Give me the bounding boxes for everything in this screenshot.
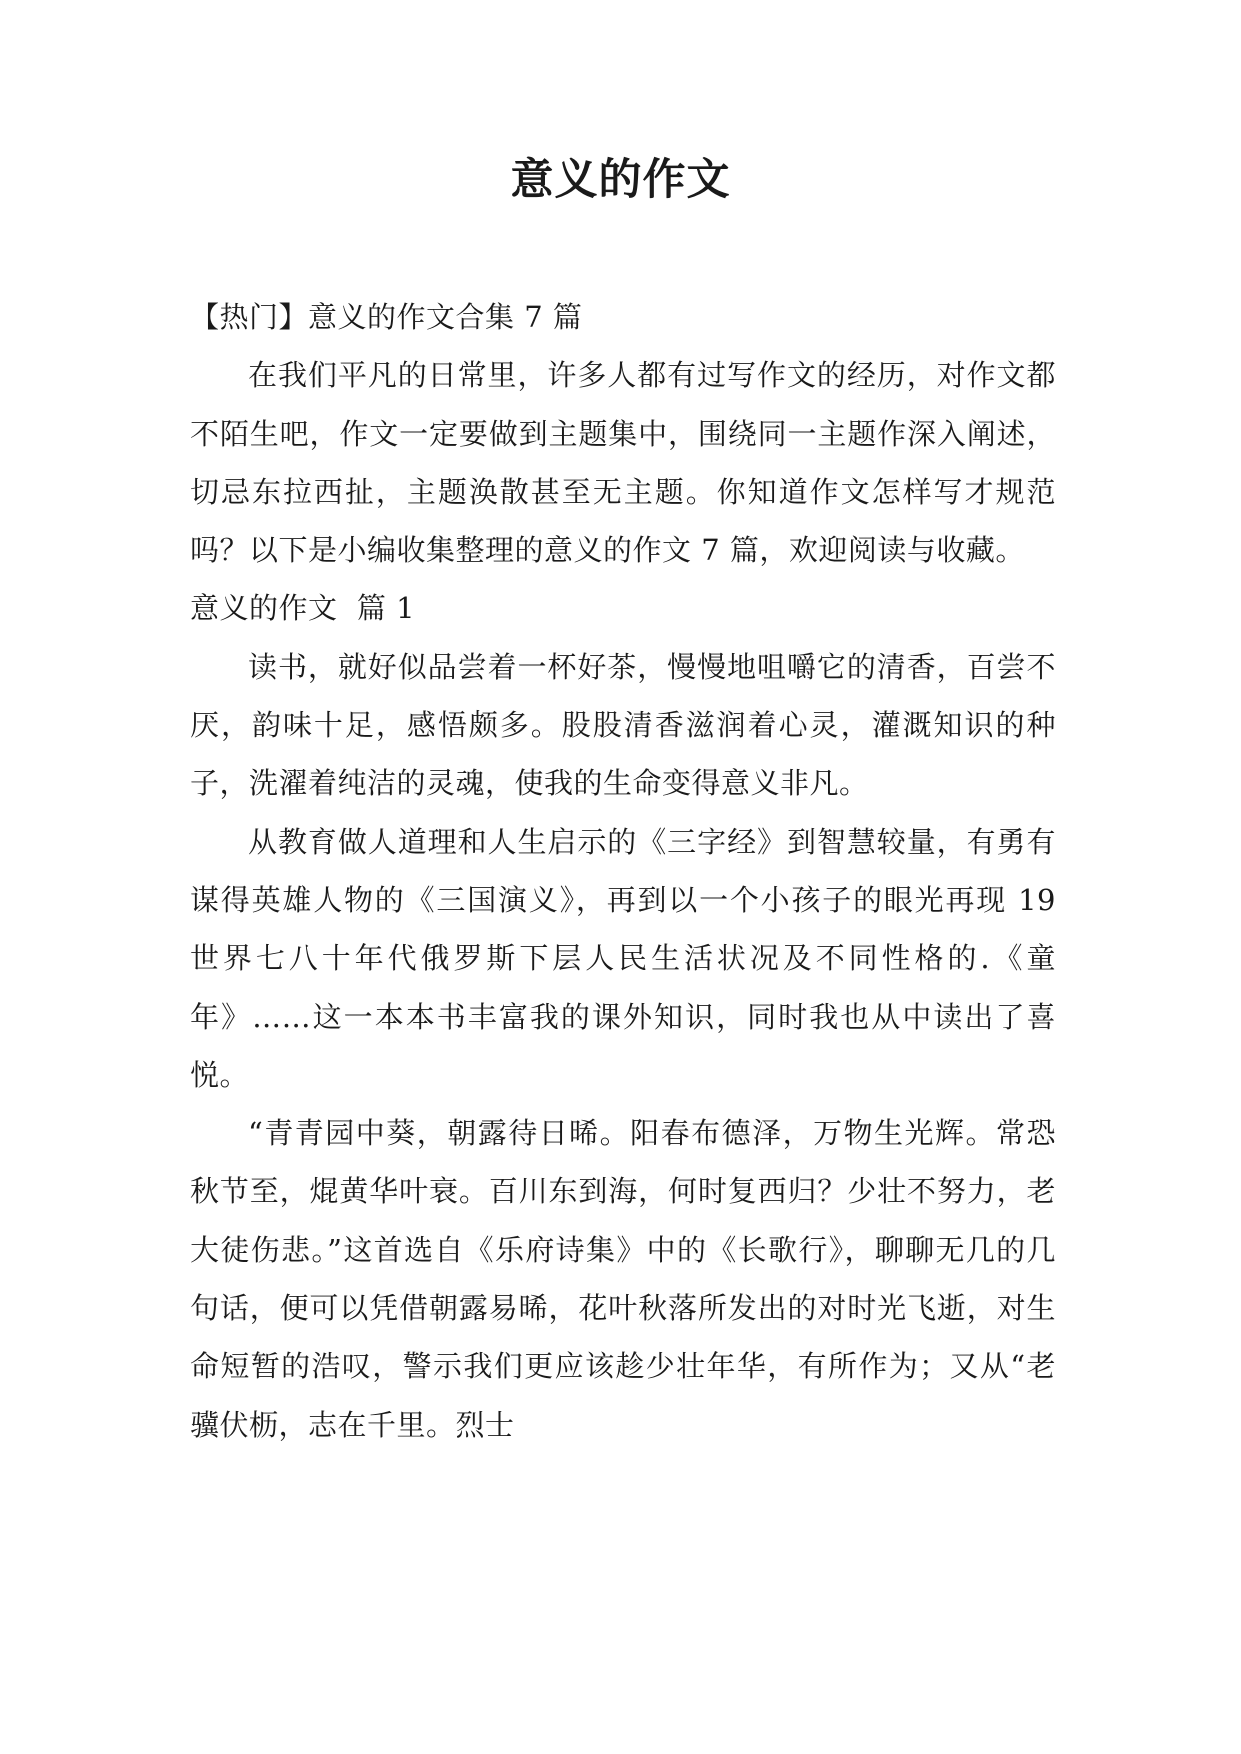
document-body xyxy=(190,288,1056,1454)
body-paragraph: 从教育做人道理和人生启示的《三字经》到智慧较量，有勇有谋得英雄人物的《三国演义》，再到以一个小孩子的眼光再现 19 世界七八十年代俄罗斯下层人民生活状况及不同性格的.《童年》……这一本本书丰富我的课外知识，同时我也从中读出了喜悦。 xyxy=(190,824,1056,1092)
intro-paragraph: 在我们平凡的日常里，许多人都有过写作文的经历，对作文都不陌生吧，作文一定要做到主题集中，围绕同一主题作深入阐述，切忌东拉西扯，主题涣散甚至无主题。你知道作文怎样写才规范吗？以下是小编收集整理的意义的作文 7 篇，欢迎阅读与收藏。 xyxy=(190,358,1056,568)
document-subtitle: 【热门】意义的作文合集 7 篇 xyxy=(190,300,583,334)
section-heading: 意义的作文 篇 1 xyxy=(190,591,416,626)
body-paragraph: 读书，就好似品尝着一杯好茶，慢慢地咀嚼它的清香，百尝不厌，韵味十足，感悟颇多。股股清香滋润着心灵，灌溉知识的种子，洗濯着纯洁的灵魂，使我的生命变得意义非凡。 xyxy=(190,649,1056,801)
document-title: 意义的作文 xyxy=(510,155,731,205)
body-paragraph: “青青园中葵，朝露待日晞。阳春布德泽，万物生光辉。常恐秋节至，焜黄华叶衰。百川东到海，何时复西归？少壮不努力，老大徒伤悲。”这首选自《乐府诗集》中的《长歌行》，聊聊无几的几句话，便可以凭借朝露易晞，花叶秋落所发出的对时光飞逝，对生命短暂的浩叹，警示我们更应该趁少壮年华，有所作为；又从“老骥伏枥，志在千里。烈士 xyxy=(190,1116,1056,1442)
